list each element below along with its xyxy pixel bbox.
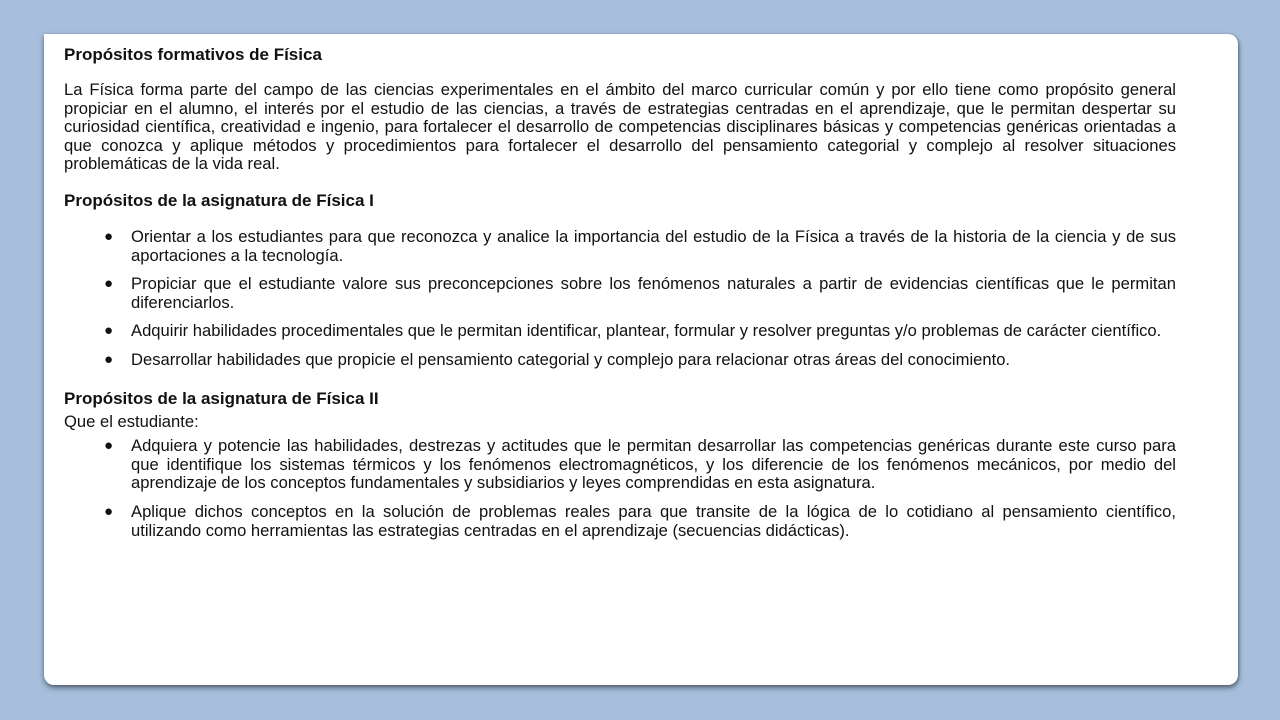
physics-1-list [64,228,1176,370]
bullet-icon: ● [104,502,114,520]
list-item [64,228,1176,265]
physics-2-lead: Que el estudiante: [64,411,199,431]
bullet-icon: ● [104,322,114,340]
list-item [64,437,1176,493]
bullet-icon: ● [104,275,114,293]
bullet-icon: ● [104,437,114,455]
list-item-text: Adquiera y potencie las habilidades, destrezas y actitudes que le permitan desarrollar las competencias genéricas durante este curso para que identifique los sistemas térmicos y los fenómenos electromagnéticos, y los diferencie de los fenómenos mecánicos, por medio del aprendizaje de los conceptos fundamentales y subsidiarios y leyes comprendidas en esta asignatura. [131,436,1176,493]
list-item [64,351,1176,370]
heading-formative-purposes: Propósitos formativos de Física [64,45,322,64]
list-item [64,275,1176,312]
list-item [64,322,1176,341]
list-item-text: Adquirir habilidades procedimentales que le permitan identificar, plantear, formular y resolver preguntas y/o problemas de carácter científico. [131,321,1162,341]
heading-physics-1: Propósitos de la asignatura de Física I [64,190,374,210]
intro-paragraph: La Física forma parte del campo de las ciencias experimentales en el ámbito del marco curricular común y por ello tiene como propósito general propiciar en el alumno, el interés por el estudio de las ciencias, a través de estrategias centradas en el aprendizaje, que le permitan despertar su curiosidad científica, creatividad e ingenio, para fortalecer el desarrollo de competencias disciplinares básicas y competencias genéricas orientadas a que conozca y aplique métodos y procedimientos para fortalecer el desarrollo del pensamiento categorial y complejo al resolver situaciones problemáticas de la vida real. [64,80,1176,174]
list-item-text: Desarrollar habilidades que propicie el pensamiento categorial y complejo para relacionar otras áreas del conocimiento. [131,349,1011,369]
list-item-text: Aplique dichos conceptos en la solución de problemas reales para que transite de la lógica de lo cotidiano al pensamiento científico, utilizando como herramientas las estrategias centradas en el aprendizaje (secuencias didácticas). [131,501,1176,540]
list-item [64,503,1176,540]
heading-physics-2: Propósitos de la asignatura de Física II [64,388,379,408]
document-card [44,34,1238,685]
list-item-text: Propiciar que el estudiante valore sus preconcepciones sobre los fenómenos naturales a partir de evidencias científicas que le permitan diferenciarlos. [131,274,1176,312]
bullet-icon: ● [104,350,114,368]
physics-2-list [64,437,1176,540]
bullet-icon: ● [104,227,114,245]
list-item-text: Orientar a los estudiantes para que reconozca y analice la importancia del estudio de la Física a través de la historia de la ciencia y de sus aportaciones a la tecnología. [131,226,1176,265]
